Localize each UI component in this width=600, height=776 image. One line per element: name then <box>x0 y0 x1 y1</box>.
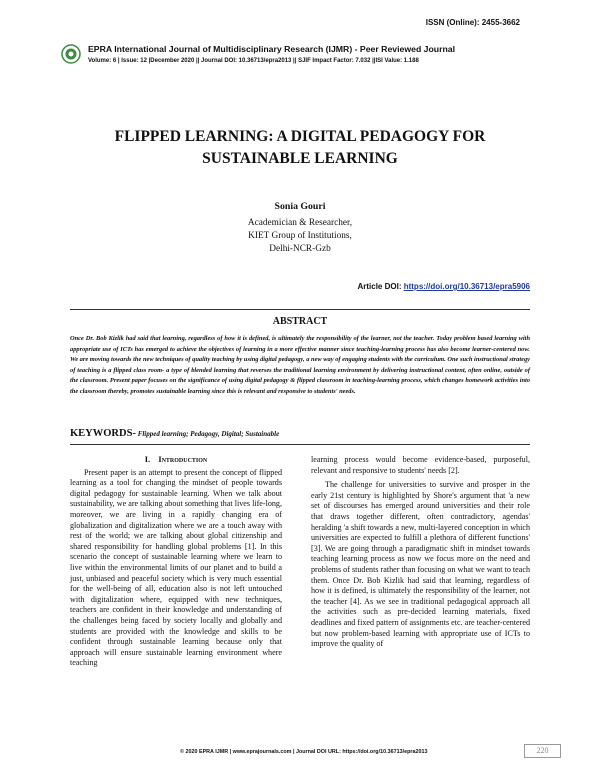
footer-text: 2020 EPRA IJMR | www.eprajournals.com | Journal DOI URL: https://doi.org/10.36713/epra2013 <box>183 749 428 755</box>
article-doi <box>357 282 530 291</box>
doi-link[interactable]: https://doi.org/10.36713/epra5906 <box>403 282 530 291</box>
author-org: KIET Group of Institutions, <box>248 231 352 241</box>
keywords <box>70 428 530 439</box>
paper-title-line: FLIPPED LEARNING: A DIGITAL PEDAGOGY FOR <box>114 128 486 145</box>
copyright-symbol: © <box>180 749 184 755</box>
journal-logo-icon <box>61 44 81 64</box>
doi-label: Article DOI: <box>357 282 404 291</box>
section-heading <box>70 455 282 466</box>
paper-title-line: SUSTAINABLE LEARNING <box>202 150 398 167</box>
author-name: Sonia Gouri <box>274 201 326 212</box>
footer <box>180 749 427 755</box>
abstract-heading: ABSTRACT <box>272 316 328 327</box>
abstract-text: Once Dr. Bob Kizlik had said that learning, regardless of how it is defined, is ultimately the responsibility of the learner, not the teacher. Today problem based learning with appropriate use of ICTs has emerged to achieve the objectives of learning in a more effective manner since teaching-learning process has also become learner-centered now. We are moving towards the new techniques of quality teaching by using digital pedagogy, a new way of engaging students with the curriculum. One such instructional strategy of teaching is a flipped class room- a type of blended learning that reverses the traditional learning environment by delivering instructional content, often online, outside of the classroom. Present paper focuses on the significance of using digital pedagogy & flipped classroom in teaching-learning process, which changes homework activities into the classroom thereby, promotes sustainable learning since this is relevant and responsive to students' needs. <box>70 335 530 395</box>
left-column <box>70 455 282 669</box>
right-column <box>311 455 530 650</box>
author-location: Delhi-NCR-Gzb <box>269 244 331 254</box>
section-title: Introduction <box>158 455 208 464</box>
author-block <box>200 200 400 256</box>
keywords-label: KEYWORDS- <box>70 428 136 439</box>
body-paragraph: The challenge for universities to survive and prosper in the early 21st century is highlighted by Shore's argument that 'a new set of discourses has emerged around universities and their role that draws together different, often contradictory, agendas' heralding 'a shift towards a new, multi-layered conception in which universities are expected to fulfill a plethora of different functions' [3]. We are going through a paradigmatic shift in mindset towards teaching learning process as now we focus more on the need and problems of students rather than focusing on what we want to teach them. Once Dr. Bob Kizlik had said that learning, regardless of how it is defined, is ultimately the responsibility of the learner, not the teacher [4]. As we see in traditional pedagogical approach all the activities such as pre-decided learning materials, fixed deadlines and fixed pattern of assignments etc. are teacher-centered but now problem-based learning with appropriate use of ICTs to improve the quality of <box>311 480 530 649</box>
body-paragraph: Present paper is an attempt to present the concept of flipped learning as a tool for changing the mindset of people towards digital pedagogy for sustainable learning. When we talk about sustainability, we are talking about something that lives life-long, moreover, we are living in a rapidly changing era of globalization and digitalization where we are a touch away with rest of the world; we are talking about global citizenship and shared responsibility for handling global problems [1]. In this scenario the concept of sustainable learning where we learn to live within the environmental limits of our planet and to build a just, unbiased and peaceful society which is very much essential for the well-being of all, education also is not left untouched with digitalization where, equipped with new techniques, teachers are confident in their knowledge and understanding of the challenges being faced by society locally and globally and students are provided with the knowledge and skills to be confident through sustainable learning because only that approach will ensure sustainable learning environment where teaching <box>70 467 282 668</box>
keywords-text: Flipped learning; Pedagogy, Digital; Sustainable <box>135 430 280 438</box>
keywords-rule <box>70 444 530 445</box>
author-role: Academician & Researcher, <box>247 218 353 228</box>
page-number: 220 <box>524 744 561 758</box>
abstract-rule <box>70 309 530 327</box>
journal-title: EPRA International Journal of Multidisciplinary Research (IJMR) - Peer Reviewed Journal <box>88 44 456 54</box>
section-number: I. <box>144 455 151 464</box>
paper-title <box>60 126 540 170</box>
journal-meta: Volume: 6 | Issue: 12 |December 2020 || Journal DOI: 10.36713/epra2013 || SJIF Impact Factor: 7.032 ||ISI Value: 1.188 <box>88 58 419 64</box>
issn: ISSN (Online): 2455-3662 <box>425 18 520 27</box>
body-paragraph: learning process would become evidence-based, purposeful, relevant and responsive to students' needs [2]. <box>311 455 530 475</box>
